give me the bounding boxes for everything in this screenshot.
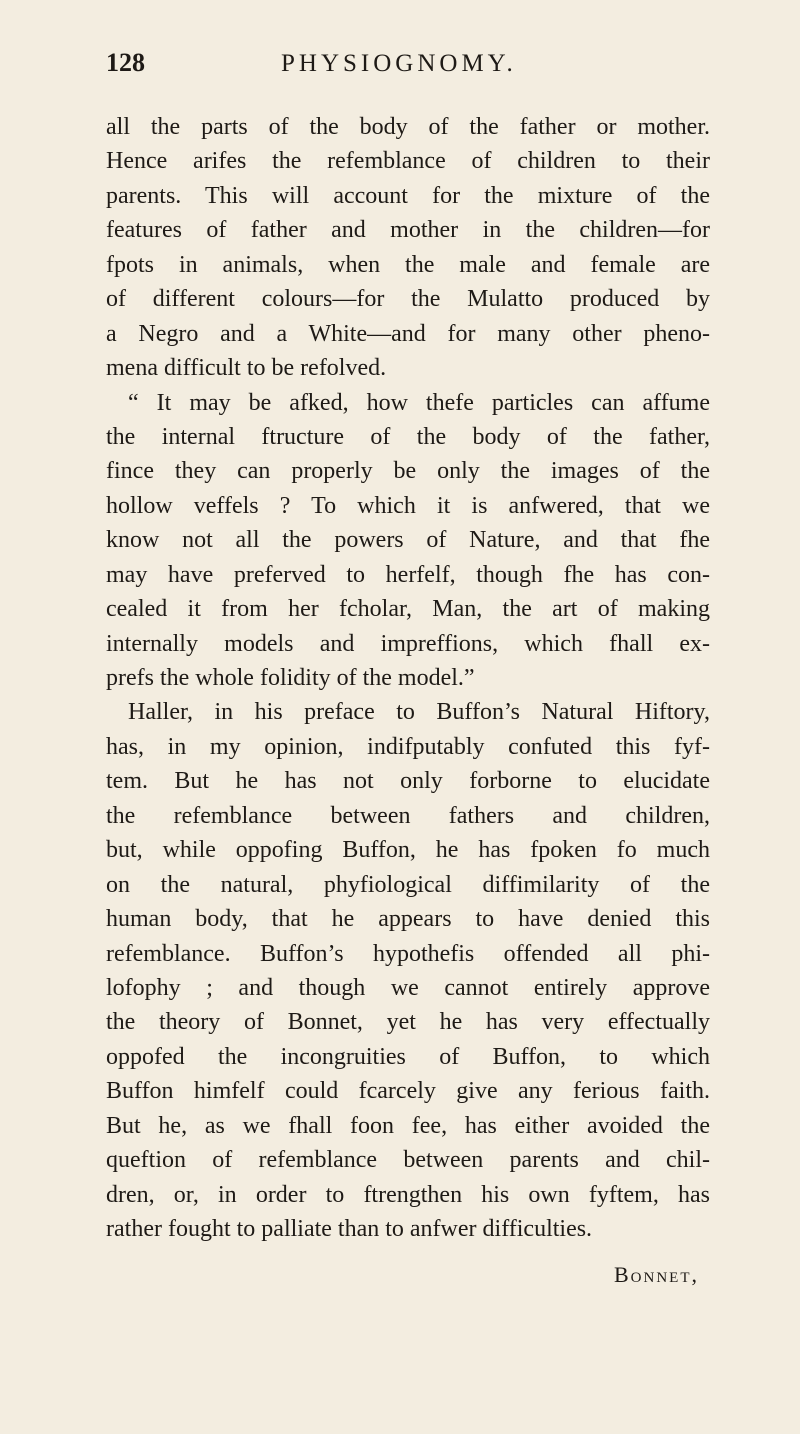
page-number: 128	[106, 48, 145, 77]
text-line: but, while oppofing Buffon, he has fpoken fo much	[106, 837, 710, 864]
running-head: PHYSIOGNOMY.	[281, 50, 517, 77]
text-line: on the natural, phyfiological diffimilarity of the	[106, 871, 710, 898]
text-line: “ It may be afked, how thefe particles can affume	[128, 389, 710, 416]
text-line: Hence arifes the refemblance of children to their	[106, 148, 710, 175]
text-line: human body, that he appears to have denied this	[106, 906, 710, 933]
text-line: Haller, in his preface to Buffon’s Natural Hiftory,	[128, 699, 710, 726]
text-line: the refemblance between fathers and children,	[106, 802, 710, 829]
text-line: dren, or, in order to ftrengthen his own fyftem, has	[106, 1181, 710, 1208]
text-line: a Negro and a White—and for many other pheno-	[106, 320, 710, 347]
text-line: know not all the powers of Nature, and that fhe	[106, 527, 710, 554]
text-line: refemblance. Buffon’s hypothefis offended all phi-	[106, 940, 710, 967]
text-line: parents. This will account for the mixture of the	[106, 182, 710, 209]
text-line: lofophy ; and though we cannot entirely approve	[106, 974, 710, 1001]
text-line: oppofed the incongruities of Buffon, to which	[106, 1043, 710, 1070]
text-line: features of father and mother in the children—for	[106, 217, 710, 244]
text-line: fince they can properly be only the images of the	[106, 458, 710, 485]
body-text	[106, 110, 710, 1246]
text-line: may have preferved to herfelf, though fhe has con-	[106, 561, 710, 588]
text-line: hollow veffels ? To which it is anfwered, that we	[106, 492, 710, 519]
text-line: prefs the whole folidity of the model.”	[106, 665, 475, 691]
text-line: mena difficult to be refolved.	[106, 355, 387, 382]
text-line: Buffon himfelf could fcarcely give any ferious faith.	[106, 1078, 710, 1105]
text-line: internally models and impreffions, which fhall ex-	[106, 630, 710, 657]
text-line: all the parts of the body of the father or mother.	[106, 114, 710, 140]
text-line: the internal ftructure of the body of the father,	[106, 423, 710, 450]
text-line: rather fought to palliate than to anfwer difficulties.	[106, 1216, 593, 1242]
page-header	[106, 48, 706, 88]
text-line: cealed it from her fcholar, Man, the art of making	[106, 596, 710, 623]
text-line: But he, as we fhall foon fee, has either avoided the	[106, 1112, 710, 1139]
text-line: queftion of refemblance between parents and chil-	[106, 1147, 710, 1174]
text-line: tem. But he has not only forborne to elucidate	[106, 768, 710, 795]
text-line: the theory of Bonnet, yet he has very effectually	[106, 1009, 710, 1036]
catchword: Bonnet,	[614, 1262, 699, 1287]
text-line: fpots in animals, when the male and female are	[106, 251, 710, 278]
text-line: has, in my opinion, indifputably confuted this fyf-	[106, 733, 710, 760]
text-line: of different colours—for the Mulatto produced by	[106, 286, 710, 313]
